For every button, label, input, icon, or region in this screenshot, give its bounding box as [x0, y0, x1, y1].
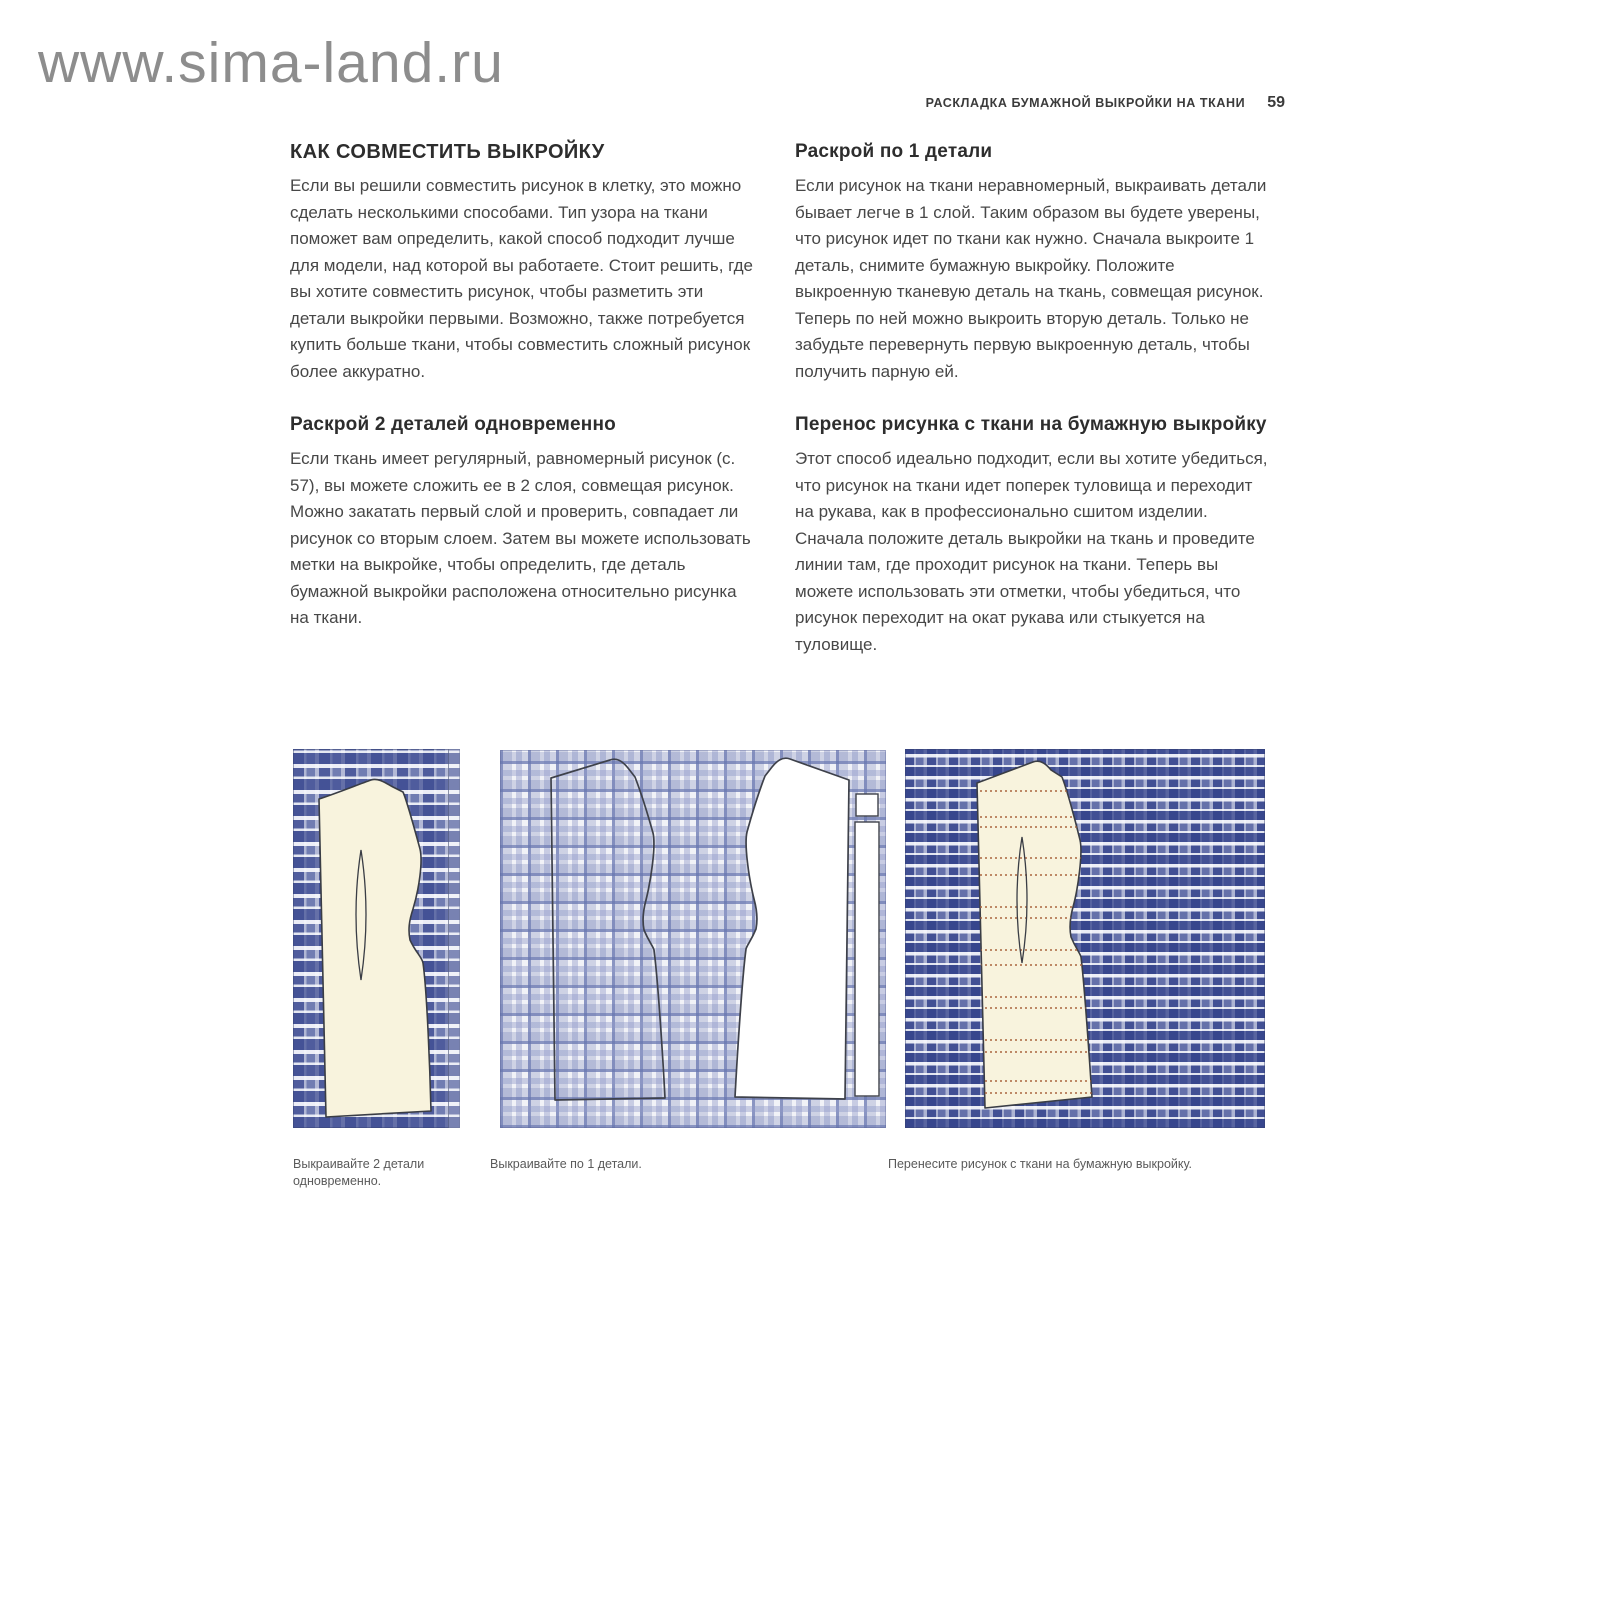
watermark-text: www.sima-land.ru	[38, 31, 504, 95]
dress-pattern-piece-white	[735, 758, 849, 1099]
column-left	[290, 140, 760, 632]
section-transfer-pattern	[795, 413, 1273, 658]
figure-caption: Перенесите рисунок с ткани на бумажную выкройку.	[888, 1157, 1192, 1171]
section-heading: Раскрой 2 деталей одновременно	[290, 414, 616, 435]
page-header-title: РАСКЛАДКА БУМАЖНОЙ ВЫКРОЙКИ НА ТКАНИ	[925, 96, 1246, 110]
section-body: Если ткань имеет регулярный, равномерный рисунок (с. 57), вы можете сложить ее в 2 слоя, совмещая рисунок. Можно закатать первый слой и проверить, совпадает ли рисунок со вторым слоем. Затем вы можете использовать метки на выкройке, чтобы определить, где деталь бумажной выкройки расположена относительно рисунка на ткани.	[290, 449, 751, 627]
column-right	[795, 140, 1273, 658]
section-body: Если рисунок на ткани неравномерный, выкраивать детали бывает легче в 1 слой. Таким образом вы будете уверены, что рисунок идет по ткани как нужно. Сначала выкроите 1 деталь, снимите бумажную выкройку. Положите выкроенную тканевую деталь на ткань, совмещая рисунок. Теперь по ней можно выкроить вторую деталь. Только не забудьте перевернуть первую выкроенную деталь, чтобы получить парную ей.	[795, 176, 1267, 381]
figure-fabric-two-layers	[293, 749, 460, 1128]
fabric-strip	[855, 822, 879, 1096]
dress-pattern-piece-illustration	[293, 749, 460, 1128]
dress-pattern-piece-cream	[977, 761, 1092, 1108]
figure-transfer-markings	[905, 749, 1265, 1128]
section-body: Если вы решили совместить рисунок в клетку, это можно сделать несколькими способами. Тип узора на ткани поможет вам определить, какой способ подходит лучше для модели, над которой вы работаете. Стоит решить, где вы хотите совместить рисунок, чтобы разметить эти детали выкройки первыми. Возможно, также потребуется купить больше ткани, чтобы совместить сложный рисунок более аккуратно.	[290, 176, 753, 381]
fabric-strip-tab	[856, 794, 878, 816]
figure-caption: Выкраивайте 2 детали одновременно.	[293, 1157, 425, 1188]
figure-caption: Выкраивайте по 1 детали.	[490, 1157, 642, 1171]
page-header	[926, 94, 1285, 112]
section-match-pattern	[290, 140, 760, 385]
section-heading: Перенос рисунка с ткани на бумажную выкройку	[795, 414, 1267, 435]
section-body: Этот способ идеально подходит, если вы хотите убедиться, что рисунок на ткани идет поперек туловища и переходит на рукава, как в профессионально сшитом изделии. Сначала положите деталь выкройки на ткань и проведите линии там, где проходит рисунок на ткани. Теперь вы можете использовать эти отметки, чтобы убедиться, что рисунок переходит на окат рукава или стыкуется на туловище.	[795, 449, 1268, 654]
dress-pattern-markings-illustration	[905, 749, 1265, 1128]
section-heading: Раскрой по 1 детали	[795, 141, 993, 162]
section-cut-one-piece	[795, 140, 1273, 385]
page-number: 59	[1267, 94, 1285, 111]
dress-outline-on-fabric	[551, 759, 665, 1100]
dress-pattern-piece-cream	[319, 779, 431, 1117]
section-heading: КАК СОВМЕСТИТЬ ВЫКРОЙКУ	[290, 141, 605, 163]
dress-pattern-outline-illustration	[500, 750, 886, 1128]
figure-fabric-one-layer	[500, 750, 886, 1128]
section-cut-two-pieces	[290, 413, 760, 632]
